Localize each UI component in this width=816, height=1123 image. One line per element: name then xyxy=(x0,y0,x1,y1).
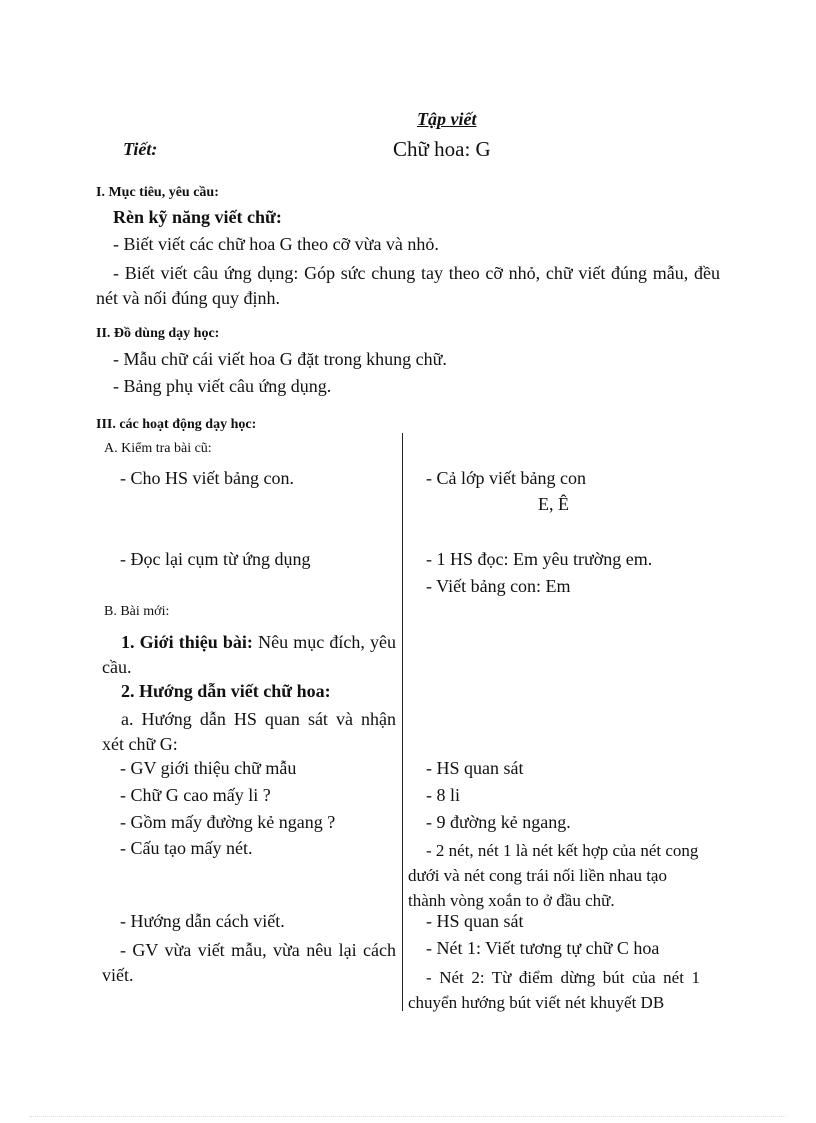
objective-item: - Biết viết các chữ hoa G theo cỡ vừa và nhỏ. xyxy=(113,234,439,254)
section-heading-activities: III. các hoạt động dạy học: xyxy=(96,417,257,432)
teacher-activity: - Đọc lại cụm từ ứng dụng xyxy=(120,549,311,569)
page-title: Chữ hoa: G xyxy=(393,137,491,161)
materials-item: - Mẫu chữ cái viết hoa G đặt trong khung chữ. xyxy=(113,349,447,369)
lesson-label: Tiết: xyxy=(123,139,158,159)
student-activity: - 2 nét, nét 1 là nét kết hợp của nét cong dưới và nét cong trái nối liền nhau tạo thành vòng xoắn to ở đầu chữ. xyxy=(408,841,699,910)
teacher-activity: - GV giới thiệu chữ mẫu xyxy=(120,758,297,778)
student-activity: - Nét 1: Viết tương tự chữ C hoa xyxy=(426,938,660,958)
guide-heading: 2. Hướng dẫn viết chữ hoa: xyxy=(121,681,331,701)
objective-item: - Biết viết câu ứng dụng: Góp sức chung tay theo cỡ nhỏ, chữ viết đúng mẫu, đều nét và nối đúng quy định. xyxy=(96,263,720,308)
teacher-activity: - Gồm mấy đường kẻ ngang ? xyxy=(120,812,336,832)
student-activity: - HS quan sát xyxy=(426,758,524,778)
materials-item: - Bảng phụ viết câu ứng dụng. xyxy=(113,376,332,396)
teacher-activity: - Cho HS viết bảng con. xyxy=(120,468,294,488)
guide-a: a. Hướng dẫn HS quan sát và nhận xét chữ G: xyxy=(102,709,396,754)
student-activity: - HS quan sát xyxy=(426,911,524,931)
intro-text: Nêu mục đích, yêu cầu. xyxy=(102,632,396,677)
column-divider xyxy=(402,433,403,1011)
student-activity: - Cả lớp viết bảng con xyxy=(426,468,586,488)
teacher-activity: - Chữ G cao mấy li ? xyxy=(120,785,271,805)
student-activity: - Viết bảng con: Em xyxy=(426,576,571,596)
student-activity: - 8 li xyxy=(426,785,460,805)
page-bottom-rule xyxy=(30,1116,786,1117)
intro-paragraph xyxy=(102,630,396,680)
student-activity: - 9 đường kẻ ngang. xyxy=(426,812,571,832)
student-activity: E, Ê xyxy=(538,494,569,514)
skills-subheading: Rèn kỹ năng viết chữ: xyxy=(113,207,282,227)
part-a-label: A. Kiểm tra bài cũ: xyxy=(104,441,212,456)
student-activity: - 1 HS đọc: Em yêu trường em. xyxy=(426,549,653,569)
section-heading-materials: II. Đồ dùng dạy học: xyxy=(96,326,220,341)
section-heading-objectives: I. Mục tiêu, yêu cầu: xyxy=(96,185,219,200)
teacher-activity: - Hướng dẫn cách viết. xyxy=(120,911,285,931)
teacher-activity: - GV vừa viết mẫu, vừa nêu lại cách viết. xyxy=(102,940,396,985)
subject-title: Tập viết xyxy=(417,109,477,129)
intro-heading: 1. Giới thiệu bài: xyxy=(121,632,253,652)
student-activity: - Nét 2: Từ điểm dừng bút của nét 1 chuyển hướng bút viết nét khuyết DB xyxy=(408,968,700,1012)
teacher-activity: - Cấu tạo mấy nét. xyxy=(120,838,253,858)
part-b-label: B. Bài mới: xyxy=(104,604,170,619)
